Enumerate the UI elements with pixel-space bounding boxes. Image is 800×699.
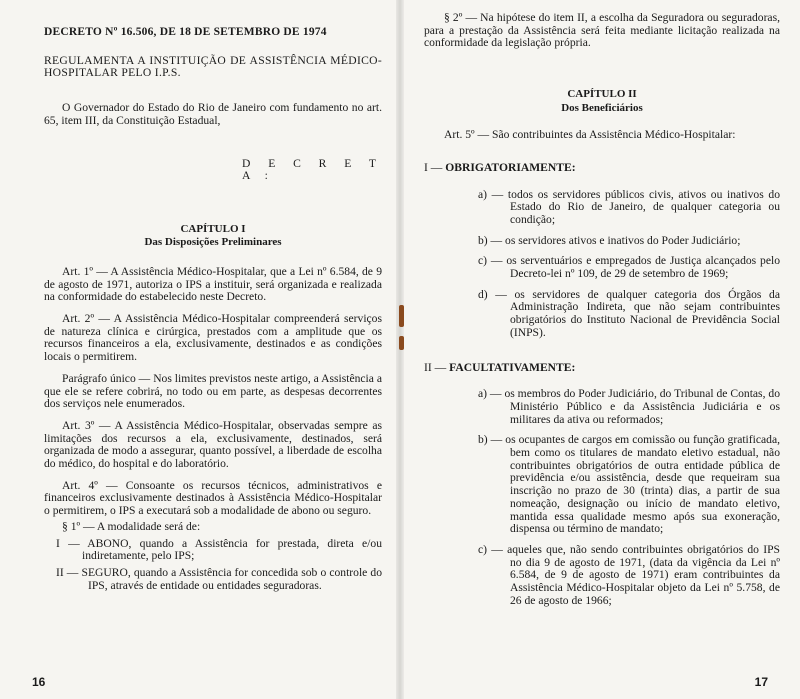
decreta-heading: D E C R E T A :	[242, 156, 382, 183]
chapter-1-heading	[44, 223, 382, 250]
chapter-2-heading	[424, 88, 780, 115]
decree-subject: REGULAMENTA A INSTITUIÇÃO DE ASSISTÊNCIA MÉDICO-HOSPITALAR PELO I.P.S.	[44, 53, 382, 80]
article-3: Art. 3º — A Assistência Médico-Hospitalar, observadas sempre as limitações dos recursos a ela, exclusivamente, destinados, será organizada de modo a assegurar, quanto possível, a liberdade de escolha do médico, do hospital e do laboratório.	[44, 418, 382, 471]
binding-stain	[399, 336, 404, 350]
article-5: Art. 5º — São contribuintes da Assistência Médico-Hospitalar:	[444, 128, 736, 142]
group-i-label: OBRIGATORIAMENTE:	[445, 160, 576, 174]
group-i-heading	[424, 162, 780, 175]
article-2-sole-paragraph: Parágrafo único — Nos limites previstos neste artigo, a Assistência a que ele se refere cobrirá, no todo ou em parte, as despesas decorrentes dos serviços nele enumerados.	[44, 371, 382, 411]
group-i-item-d: d) — os servidores de qualquer categoria dos Órgãos da Administração Indireta, que não sejam contribuintes obrigatórios do Instituto Nacional de Previdência Social (INPS).	[478, 287, 780, 339]
group-ii-label: FACULTATIVAMENTE:	[449, 360, 576, 374]
group-ii-item-c: c) — aqueles que, não sendo contribuintes obrigatórios do IPS no dia 9 de agosto de 1971, (data da vigência da Lei nº 6.584, de 9 de agosto de 1971) eram contribuintes da Assistência Médico-Hospitalar objeto da Lei nº 5.758, de 26 de agosto de 1966;	[478, 542, 780, 607]
article-2: Art. 2º — A Assistência Médico-Hospitalar compreenderá serviços de natureza clínica e cirúrgica, prestados com a amplitude que os recursos financeiros a ela, exclusivamente, destinados e as condições locais o permitirem.	[44, 312, 382, 364]
chapter-2-title: Dos Beneficiários	[561, 101, 643, 114]
chapter-2-label: CAPÍTULO II	[567, 88, 637, 101]
right-page	[400, 0, 800, 699]
article-4: Art. 4º — Consoante os recursos técnicos, administrativos e financeiros exclusivamente destinados à Assistência Médico-Hospitalar o permitirem, o IPS a executará sob a modalidade de abono ou seguro.	[44, 478, 382, 518]
group-ii-number: II —	[424, 360, 447, 374]
group-ii-item-a: a) — os membros do Poder Judiciário, do Tribunal de Contas, do Ministério Público e da Assistência Judiciária e os militares da ativa ou reformados;	[478, 387, 780, 426]
item-i-abono: I — ABONO, quando a Assistência for prestada, direta e/ou indiretamente, pelo IPS;	[56, 536, 382, 563]
article-1: Art. 1º — A Assistência Médico-Hospitalar, que a Lei nº 6.584, de 9 de agosto de 1971, autoriza o IPS a instituir, será organizada e realizada na conformidade do estabelecido neste Decreto.	[44, 264, 382, 304]
group-i-number: I —	[424, 160, 443, 174]
chapter-1-title: Das Disposições Preliminares	[144, 236, 282, 249]
preamble: O Governador do Estado do Rio de Janeiro com fundamento no art. 65, item III, da Constituição Estadual,	[44, 101, 382, 127]
group-i-item-a: a) — todos os servidores públicos civis, ativos ou inativos do Estado do Rio de Janeiro, de qualquer categoria ou condição;	[478, 187, 780, 226]
page-number-right: 17	[754, 675, 768, 689]
article-4-paragraph-1: § 1º — A modalidade será de:	[62, 519, 201, 533]
group-i-item-c: c) — os serventuários e empregados de Justiça alcançados pelo Decreto-lei nº 109, de 29 de setembro de 1969;	[478, 254, 780, 281]
chapter-1-label: CAPÍTULO I	[180, 222, 246, 235]
group-ii-item-b: b) — os ocupantes de cargos em comissão ou função gratificada, bem como os titulares de mandato eletivo estadual, não contribuintes obrigatórios de outra entidade pública de previdência e/ou assistência, desde que requeiram sua inscrição no prazo de 30 (trinta) dias, a partir de sua nomeação, designação ou início de mandato eletivo, mantida essa qualidade mesmo após sua exoneração, dispensa ou término de mandato;	[478, 433, 780, 536]
group-i-item-b: b) — os servidores ativos e inativos do Poder Judiciário;	[478, 233, 741, 247]
page-number-left: 16	[32, 675, 46, 689]
decree-title: DECRETO Nº 16.506, DE 18 DE SETEMBRO DE 1974	[44, 26, 327, 38]
binding-stain	[399, 305, 404, 327]
group-ii-heading	[424, 362, 780, 375]
article-4-paragraph-2: § 2º — Na hipótese do item II, a escolha da Seguradora ou seguradoras, para a prestação da Assistência será feita mediante licitação realizada na conformidade da legislação própria.	[424, 11, 780, 50]
item-ii-seguro: II — SEGURO, quando a Assistência for concedida sob o controle do IPS, através de entidade ou entidades seguradoras.	[56, 565, 382, 592]
